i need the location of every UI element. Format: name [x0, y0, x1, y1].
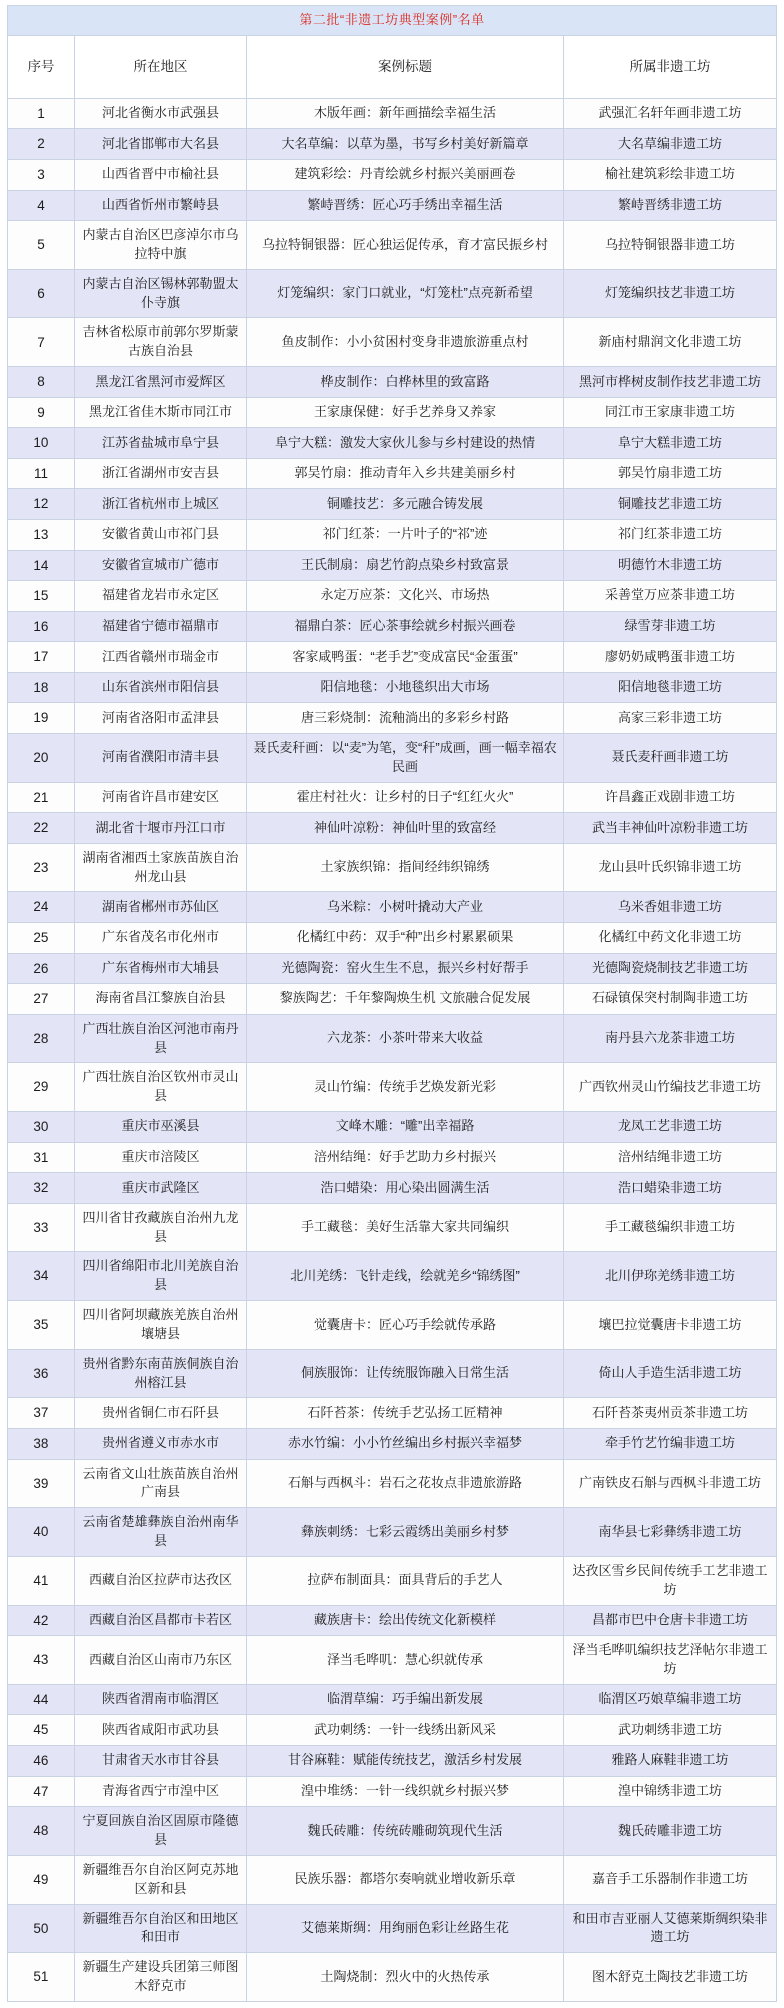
cell-serial-number: 19	[8, 703, 75, 734]
cell-workshop: 采善堂万应茶非遗工坊	[563, 581, 776, 612]
cell-serial-number: 4	[8, 190, 75, 221]
cell-serial-number: 8	[8, 367, 75, 398]
cell-region: 西藏自治区昌都市卡若区	[74, 1605, 246, 1636]
table-row	[8, 672, 777, 703]
cell-case-title: 侗族服饰：让传统服饰融入日常生活	[247, 1349, 564, 1398]
table-row	[8, 489, 777, 520]
table-row	[8, 367, 777, 398]
cell-serial-number: 32	[8, 1173, 75, 1204]
table-row	[8, 190, 777, 221]
table-row	[8, 782, 777, 813]
cell-region: 浙江省湖州市安吉县	[74, 458, 246, 489]
cell-case-title: 甘谷麻鞋：赋能传统技艺，激活乡村发展	[247, 1746, 564, 1777]
cell-region: 重庆市巫溪县	[74, 1112, 246, 1143]
cell-workshop: 图木舒克土陶技艺非遗工坊	[563, 1953, 776, 2002]
table-row	[8, 519, 777, 550]
cell-workshop: 绿雪芽非遗工坊	[563, 611, 776, 642]
column-header-row	[8, 35, 777, 98]
cell-case-title: 彝族刺绣：七彩云霞绣出美丽乡村梦	[247, 1508, 564, 1557]
table-row	[8, 1776, 777, 1807]
table-row	[8, 1398, 777, 1429]
cell-case-title: 民族乐器：都塔尔奏响就业增收新乐章	[247, 1855, 564, 1904]
cell-serial-number: 9	[8, 397, 75, 428]
cell-region: 内蒙古自治区巴彦淖尔市乌拉特中旗	[74, 221, 246, 270]
cell-workshop: 涪州结绳非遗工坊	[563, 1142, 776, 1173]
cell-serial-number: 35	[8, 1301, 75, 1350]
cell-case-title: 祁门红茶：一片叶子的“祁”迹	[247, 519, 564, 550]
cell-serial-number: 12	[8, 489, 75, 520]
cell-case-title: 阳信地毯：小地毯织出大市场	[247, 672, 564, 703]
cell-case-title: 乌米粽：小树叶撬动大产业	[247, 892, 564, 923]
table-row	[8, 1252, 777, 1301]
cell-workshop: 明德竹木非遗工坊	[563, 550, 776, 581]
cell-region: 宁夏回族自治区固原市隆德县	[74, 1807, 246, 1856]
cell-serial-number: 29	[8, 1063, 75, 1112]
cell-serial-number: 36	[8, 1349, 75, 1398]
cell-region: 贵州省遵义市赤水市	[74, 1429, 246, 1460]
cell-workshop: 魏氏砖雕非遗工坊	[563, 1807, 776, 1856]
table-row	[8, 703, 777, 734]
table-row	[8, 1349, 777, 1398]
cell-workshop: 牵手竹艺竹编非遗工坊	[563, 1429, 776, 1460]
cell-workshop: 武强汇名轩年画非遗工坊	[563, 98, 776, 129]
table-row	[8, 611, 777, 642]
cell-region: 福建省龙岩市永定区	[74, 581, 246, 612]
cell-workshop: 铜雕技艺非遗工坊	[563, 489, 776, 520]
cell-workshop: 大名草编非遗工坊	[563, 129, 776, 160]
table-row	[8, 1636, 777, 1685]
cell-serial-number: 40	[8, 1508, 75, 1557]
table-row	[8, 428, 777, 459]
cell-case-title: 黎族陶艺：千年黎陶焕生机 文旅融合促发展	[247, 984, 564, 1015]
cell-case-title: 永定万应茶：文化兴、市场热	[247, 581, 564, 612]
cell-region: 甘肃省天水市甘谷县	[74, 1746, 246, 1777]
cell-workshop: 和田市吉亚丽人艾德莱斯绸织染非遗工坊	[563, 1904, 776, 1953]
cell-workshop: 武功刺绣非遗工坊	[563, 1715, 776, 1746]
heritage-workshop-case-table	[7, 5, 777, 2002]
cell-case-title: 湟中堆绣：一针一线织就乡村振兴梦	[247, 1776, 564, 1807]
table-row	[8, 984, 777, 1015]
cell-workshop: 廖奶奶咸鸭蛋非遗工坊	[563, 642, 776, 673]
table-row	[8, 1459, 777, 1508]
cell-workshop: 祁门红茶非遗工坊	[563, 519, 776, 550]
cell-serial-number: 10	[8, 428, 75, 459]
cell-case-title: 繁峙晋绣：匠心巧手绣出幸福生活	[247, 190, 564, 221]
cell-region: 西藏自治区拉萨市达孜区	[74, 1556, 246, 1605]
cell-case-title: 福鼎白茶：匠心茶事绘就乡村振兴画卷	[247, 611, 564, 642]
cell-workshop: 湟中锦绣非遗工坊	[563, 1776, 776, 1807]
table-row	[8, 581, 777, 612]
cell-case-title: 聂氏麦秆画：以“麦”为笔，变“秆”成画，画一幅幸福农民画	[247, 733, 564, 782]
cell-case-title: 客家咸鸭蛋：“老手艺”变成富民“金蛋蛋”	[247, 642, 564, 673]
cell-serial-number: 34	[8, 1252, 75, 1301]
cell-workshop: 繁峙晋绣非遗工坊	[563, 190, 776, 221]
cell-region: 黑龙江省黑河市爱辉区	[74, 367, 246, 398]
cell-workshop: 石阡苔茶夷州贡茶非遗工坊	[563, 1398, 776, 1429]
cell-workshop: 达孜区雪乡民间传统手工艺非遗工坊	[563, 1556, 776, 1605]
cell-case-title: 铜雕技艺：多元融合铸发展	[247, 489, 564, 520]
cell-workshop: 黑河市桦树皮制作技艺非遗工坊	[563, 367, 776, 398]
table-row	[8, 1746, 777, 1777]
table-row	[8, 1684, 777, 1715]
cell-serial-number: 25	[8, 922, 75, 953]
cell-region: 河南省洛阳市孟津县	[74, 703, 246, 734]
cell-serial-number: 45	[8, 1715, 75, 1746]
cell-case-title: 赤水竹编：小小竹丝编出乡村振兴幸福梦	[247, 1429, 564, 1460]
cell-workshop: 嘉音手工乐器制作非遗工坊	[563, 1855, 776, 1904]
cell-region: 河南省濮阳市清丰县	[74, 733, 246, 782]
table-row	[8, 397, 777, 428]
cell-region: 江苏省盐城市阜宁县	[74, 428, 246, 459]
table-row	[8, 892, 777, 923]
table-row	[8, 1605, 777, 1636]
cell-workshop: 新庙村鼎润文化非遗工坊	[563, 318, 776, 367]
cell-workshop: 化橘红中药文化非遗工坊	[563, 922, 776, 953]
cell-case-title: 灯笼编织：家门口就业，“灯笼杜”点亮新希望	[247, 269, 564, 318]
table-row	[8, 1142, 777, 1173]
table-row	[8, 98, 777, 129]
cell-case-title: 王家康保健：好手艺养身又养家	[247, 397, 564, 428]
cell-serial-number: 49	[8, 1855, 75, 1904]
cell-serial-number: 2	[8, 129, 75, 160]
cell-workshop: 聂氏麦秆画非遗工坊	[563, 733, 776, 782]
cell-region: 河北省邯郸市大名县	[74, 129, 246, 160]
cell-serial-number: 24	[8, 892, 75, 923]
table-row	[8, 953, 777, 984]
cell-workshop: 乌米香姐非遗工坊	[563, 892, 776, 923]
table-row	[8, 642, 777, 673]
table-row	[8, 1904, 777, 1953]
cell-region: 河南省许昌市建安区	[74, 782, 246, 813]
cell-serial-number: 20	[8, 733, 75, 782]
title-row	[8, 6, 777, 36]
cell-case-title: 土陶烧制：烈火中的火热传承	[247, 1953, 564, 2002]
cell-serial-number: 30	[8, 1112, 75, 1143]
cell-region: 山西省晋中市榆社县	[74, 159, 246, 190]
cell-workshop: 阳信地毯非遗工坊	[563, 672, 776, 703]
cell-case-title: 化橘红中药：双手“种”出乡村累累硕果	[247, 922, 564, 953]
table-row	[8, 1203, 777, 1252]
cell-case-title: 石斛与西枫斗：岩石之花妆点非遗旅游路	[247, 1459, 564, 1508]
cell-case-title: 郭吴竹扇：推动青年入乡共建美丽乡村	[247, 458, 564, 489]
cell-case-title: 阜宁大糕：激发大家伙儿参与乡村建设的热情	[247, 428, 564, 459]
cell-case-title: 鱼皮制作：小小贫困村变身非遗旅游重点村	[247, 318, 564, 367]
cell-case-title: 建筑彩绘：丹青绘就乡村振兴美丽画卷	[247, 159, 564, 190]
cell-serial-number: 26	[8, 953, 75, 984]
cell-serial-number: 42	[8, 1605, 75, 1636]
table-row	[8, 550, 777, 581]
cell-serial-number: 46	[8, 1746, 75, 1777]
cell-workshop: 手工藏毯编织非遗工坊	[563, 1203, 776, 1252]
cell-serial-number: 39	[8, 1459, 75, 1508]
cell-serial-number: 5	[8, 221, 75, 270]
cell-workshop: 临渭区巧娘草编非遗工坊	[563, 1684, 776, 1715]
table-row	[8, 159, 777, 190]
cell-case-title: 桦皮制作：白桦林里的致富路	[247, 367, 564, 398]
cell-serial-number: 22	[8, 813, 75, 844]
cell-case-title: 拉萨布制面具：面具背后的手艺人	[247, 1556, 564, 1605]
column-header-title: 案例标题	[247, 35, 564, 98]
cell-case-title: 手工藏毯：美好生活靠大家共同编织	[247, 1203, 564, 1252]
cell-workshop: 南丹县六龙茶非遗工坊	[563, 1014, 776, 1063]
table-row	[8, 1173, 777, 1204]
table-row	[8, 458, 777, 489]
cell-workshop: 许昌鑫正戏剧非遗工坊	[563, 782, 776, 813]
column-header-no: 序号	[8, 35, 75, 98]
cell-serial-number: 50	[8, 1904, 75, 1953]
cell-case-title: 武功刺绣：一针一线绣出新风采	[247, 1715, 564, 1746]
cell-case-title: 乌拉特铜银器：匠心独运促传承，育才富民振乡村	[247, 221, 564, 270]
cell-workshop: 北川伊珎羌绣非遗工坊	[563, 1252, 776, 1301]
table-row	[8, 1014, 777, 1063]
cell-workshop: 浩口蜡染非遗工坊	[563, 1173, 776, 1204]
column-header-workshop: 所属非遗工坊	[563, 35, 776, 98]
cell-region: 湖南省郴州市苏仙区	[74, 892, 246, 923]
cell-serial-number: 14	[8, 550, 75, 581]
cell-workshop: 龙山县叶氏织锦非遗工坊	[563, 843, 776, 892]
cell-serial-number: 11	[8, 458, 75, 489]
cell-workshop: 壤巴拉觉囊唐卡非遗工坊	[563, 1301, 776, 1350]
cell-serial-number: 41	[8, 1556, 75, 1605]
cell-case-title: 六龙茶：小茶叶带来大收益	[247, 1014, 564, 1063]
cell-case-title: 大名草编：以草为墨，书写乡村美好新篇章	[247, 129, 564, 160]
table-row	[8, 1855, 777, 1904]
column-header-region: 所在地区	[74, 35, 246, 98]
cell-region: 四川省甘孜藏族自治州九龙县	[74, 1203, 246, 1252]
cell-workshop: 光德陶瓷烧制技艺非遗工坊	[563, 953, 776, 984]
cell-region: 陕西省渭南市临渭区	[74, 1684, 246, 1715]
cell-case-title: 觉囊唐卡：匠心巧手绘就传承路	[247, 1301, 564, 1350]
cell-serial-number: 44	[8, 1684, 75, 1715]
cell-region: 吉林省松原市前郭尔罗斯蒙古族自治县	[74, 318, 246, 367]
cell-case-title: 土家族织锦：指间经纬织锦绣	[247, 843, 564, 892]
cell-serial-number: 37	[8, 1398, 75, 1429]
cell-region: 河北省衡水市武强县	[74, 98, 246, 129]
cell-serial-number: 38	[8, 1429, 75, 1460]
cell-serial-number: 1	[8, 98, 75, 129]
cell-workshop: 郭吴竹扇非遗工坊	[563, 458, 776, 489]
cell-case-title: 王氏制扇：扇艺竹韵点染乡村致富景	[247, 550, 564, 581]
cell-region: 广西壮族自治区河池市南丹县	[74, 1014, 246, 1063]
cell-region: 新疆生产建设兵团第三师图木舒克市	[74, 1953, 246, 2002]
cell-region: 四川省绵阳市北川羌族自治县	[74, 1252, 246, 1301]
cell-region: 陕西省咸阳市武功县	[74, 1715, 246, 1746]
table-row	[8, 1063, 777, 1112]
cell-region: 黑龙江省佳木斯市同江市	[74, 397, 246, 428]
cell-case-title: 灵山竹编：传统手艺焕发新光彩	[247, 1063, 564, 1112]
cell-case-title: 魏氏砖雕：传统砖雕砌筑现代生活	[247, 1807, 564, 1856]
cell-case-title: 涪州结绳：好手艺助力乡村振兴	[247, 1142, 564, 1173]
table-row	[8, 221, 777, 270]
cell-workshop: 南华县七彩彝绣非遗工坊	[563, 1508, 776, 1557]
cell-region: 西藏自治区山南市乃东区	[74, 1636, 246, 1685]
cell-serial-number: 27	[8, 984, 75, 1015]
cell-region: 山西省忻州市繁峙县	[74, 190, 246, 221]
cell-serial-number: 43	[8, 1636, 75, 1685]
cell-case-title: 泽当毛哗叽：慧心织就传承	[247, 1636, 564, 1685]
cell-case-title: 临渭草编：巧手编出新发展	[247, 1684, 564, 1715]
table-row	[8, 1429, 777, 1460]
cell-region: 重庆市涪陵区	[74, 1142, 246, 1173]
table-row	[8, 813, 777, 844]
cell-serial-number: 21	[8, 782, 75, 813]
cell-region: 广东省梅州市大埔县	[74, 953, 246, 984]
cell-region: 云南省楚雄彝族自治州南华县	[74, 1508, 246, 1557]
cell-serial-number: 51	[8, 1953, 75, 2002]
cell-region: 广西壮族自治区钦州市灵山县	[74, 1063, 246, 1112]
cell-region: 海南省昌江黎族自治县	[74, 984, 246, 1015]
cell-workshop: 广西钦州灵山竹编技艺非遗工坊	[563, 1063, 776, 1112]
cell-case-title: 光德陶瓷：窑火生生不息，振兴乡村好帮手	[247, 953, 564, 984]
cell-case-title: 唐三彩烧制：流釉淌出的多彩乡村路	[247, 703, 564, 734]
cell-serial-number: 15	[8, 581, 75, 612]
cell-region: 贵州省铜仁市石阡县	[74, 1398, 246, 1429]
cell-serial-number: 48	[8, 1807, 75, 1856]
cell-serial-number: 3	[8, 159, 75, 190]
cell-serial-number: 16	[8, 611, 75, 642]
table-row	[8, 1301, 777, 1350]
table-row	[8, 733, 777, 782]
cell-region: 四川省阿坝藏族羌族自治州壤塘县	[74, 1301, 246, 1350]
cell-workshop: 同江市王家康非遗工坊	[563, 397, 776, 428]
cell-region: 福建省宁德市福鼎市	[74, 611, 246, 642]
cell-workshop: 高家三彩非遗工坊	[563, 703, 776, 734]
cell-workshop: 石碌镇保突村制陶非遗工坊	[563, 984, 776, 1015]
cell-workshop: 倚山人手造生活非遗工坊	[563, 1349, 776, 1398]
table-row	[8, 1112, 777, 1143]
cell-serial-number: 18	[8, 672, 75, 703]
cell-case-title: 文峰木雕：“雕”出幸福路	[247, 1112, 564, 1143]
cell-case-title: 北川羌绣：飞针走线，绘就羌乡“锦绣图”	[247, 1252, 564, 1301]
cell-region: 湖北省十堰市丹江口市	[74, 813, 246, 844]
cell-case-title: 藏族唐卡：绘出传统文化新模样	[247, 1605, 564, 1636]
cell-case-title: 木版年画：新年画描绘幸福生活	[247, 98, 564, 129]
cell-serial-number: 47	[8, 1776, 75, 1807]
cell-workshop: 阜宁大糕非遗工坊	[563, 428, 776, 459]
table-row	[8, 1807, 777, 1856]
cell-workshop: 乌拉特铜银器非遗工坊	[563, 221, 776, 270]
table-row	[8, 318, 777, 367]
cell-region: 贵州省黔东南苗族侗族自治州榕江县	[74, 1349, 246, 1398]
cell-region: 重庆市武隆区	[74, 1173, 246, 1204]
cell-workshop: 龙凤工艺非遗工坊	[563, 1112, 776, 1143]
table-row	[8, 1556, 777, 1605]
cell-region: 新疆维吾尔自治区和田地区和田市	[74, 1904, 246, 1953]
cell-case-title: 艾德莱斯绸：用绚丽色彩让丝路生花	[247, 1904, 564, 1953]
cell-serial-number: 13	[8, 519, 75, 550]
cell-region: 青海省西宁市湟中区	[74, 1776, 246, 1807]
table-row	[8, 1508, 777, 1557]
cell-region: 江西省赣州市瑞金市	[74, 642, 246, 673]
table-row	[8, 129, 777, 160]
table-row	[8, 1953, 777, 2002]
table-row	[8, 922, 777, 953]
cell-serial-number: 23	[8, 843, 75, 892]
cell-workshop: 榆社建筑彩绘非遗工坊	[563, 159, 776, 190]
cell-serial-number: 6	[8, 269, 75, 318]
cell-region: 广东省茂名市化州市	[74, 922, 246, 953]
cell-region: 内蒙古自治区锡林郭勒盟太仆寺旗	[74, 269, 246, 318]
cell-serial-number: 7	[8, 318, 75, 367]
cell-case-title: 霍庄村社火：让乡村的日子“红红火火”	[247, 782, 564, 813]
cell-workshop: 雅路人麻鞋非遗工坊	[563, 1746, 776, 1777]
table-row	[8, 269, 777, 318]
cell-workshop: 武当丰神仙叶凉粉非遗工坊	[563, 813, 776, 844]
cell-workshop: 泽当毛哗叽编织技艺泽帖尔非遗工坊	[563, 1636, 776, 1685]
cell-serial-number: 33	[8, 1203, 75, 1252]
cell-workshop: 广南铁皮石斛与西枫斗非遗工坊	[563, 1459, 776, 1508]
table-row	[8, 843, 777, 892]
page-title: 第二批“非遗工坊典型案例”名单	[8, 6, 777, 36]
cell-serial-number: 31	[8, 1142, 75, 1173]
cell-region: 云南省文山壮族苗族自治州广南县	[74, 1459, 246, 1508]
cell-serial-number: 17	[8, 642, 75, 673]
cell-region: 山东省滨州市阳信县	[74, 672, 246, 703]
cell-case-title: 浩口蜡染：用心染出圆满生活	[247, 1173, 564, 1204]
cell-workshop: 昌都市巴中仓唐卡非遗工坊	[563, 1605, 776, 1636]
cell-region: 新疆维吾尔自治区阿克苏地区新和县	[74, 1855, 246, 1904]
cell-region: 安徽省黄山市祁门县	[74, 519, 246, 550]
cell-case-title: 石阡苔茶：传统手艺弘扬工匠精神	[247, 1398, 564, 1429]
cell-region: 湖南省湘西土家族苗族自治州龙山县	[74, 843, 246, 892]
table-row	[8, 1715, 777, 1746]
cell-workshop: 灯笼编织技艺非遗工坊	[563, 269, 776, 318]
cell-serial-number: 28	[8, 1014, 75, 1063]
cell-case-title: 神仙叶凉粉：神仙叶里的致富经	[247, 813, 564, 844]
cell-region: 浙江省杭州市上城区	[74, 489, 246, 520]
cell-region: 安徽省宣城市广德市	[74, 550, 246, 581]
